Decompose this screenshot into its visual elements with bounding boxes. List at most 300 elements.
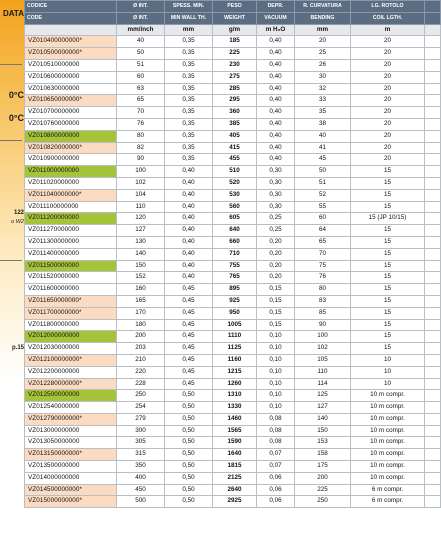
cell-wall: 0,35	[165, 107, 213, 119]
cell-code: VZ013000000000	[25, 425, 117, 437]
cell-bending: 45	[295, 154, 351, 166]
cell-vacuum: 0,15	[257, 307, 295, 319]
cell-wall: 0,45	[165, 307, 213, 319]
cell-bending: 65	[295, 236, 351, 248]
cell-wall: 0,45	[165, 343, 213, 355]
table-row	[25, 319, 441, 331]
cell-weight: 405	[213, 130, 257, 142]
cell-blank	[425, 496, 441, 508]
cell-vacuum: 0,08	[257, 425, 295, 437]
cell-coil: 15	[351, 319, 425, 331]
cell-vacuum: 0,40	[257, 95, 295, 107]
cell-weight: 1215	[213, 366, 257, 378]
cell-int: 165	[117, 295, 165, 307]
cell-code: VZ012500000000	[25, 390, 117, 402]
cell-blank	[425, 307, 441, 319]
table-row	[25, 177, 441, 189]
cell-wall: 0,50	[165, 413, 213, 425]
cell-blank	[425, 154, 441, 166]
cell-blank	[425, 284, 441, 296]
cell-blank	[425, 71, 441, 83]
cell-weight: 510	[213, 166, 257, 178]
cell-wall: 0,45	[165, 284, 213, 296]
cell-weight: 1005	[213, 319, 257, 331]
cell-bending: 80	[295, 284, 351, 296]
cell-wall: 0,35	[165, 36, 213, 48]
cell-coil: 20	[351, 71, 425, 83]
cell-vacuum: 0,07	[257, 449, 295, 461]
cell-vacuum: 0,15	[257, 284, 295, 296]
cell-weight: 1260	[213, 378, 257, 390]
table-row	[25, 295, 441, 307]
cell-wall: 0,40	[165, 272, 213, 284]
sidebar-title: DATA	[2, 9, 24, 18]
table-row	[25, 449, 441, 461]
sidebar	[0, 0, 24, 544]
cell-coil: 15	[351, 225, 425, 237]
cell-int: 200	[117, 331, 165, 343]
cell-weight: 530	[213, 189, 257, 201]
cell-code: VZ011400000000	[25, 248, 117, 260]
cell-int: 40	[117, 36, 165, 48]
cell-weight: 950	[213, 307, 257, 319]
table-row	[25, 437, 441, 449]
cell-coil: 10 m compr.	[351, 449, 425, 461]
cell-vacuum: 0,06	[257, 496, 295, 508]
cell-vacuum: 0,40	[257, 71, 295, 83]
table-row	[25, 71, 441, 83]
table-row	[25, 36, 441, 48]
cell-int: 63	[117, 83, 165, 95]
cell-vacuum: 0,40	[257, 118, 295, 130]
cell-int: 350	[117, 461, 165, 473]
cell-wall: 0,50	[165, 449, 213, 461]
cell-vacuum: 0,10	[257, 366, 295, 378]
cell-wall: 0,50	[165, 484, 213, 496]
cell-weight: 765	[213, 272, 257, 284]
cell-wall: 0,40	[165, 177, 213, 189]
cell-int: 60	[117, 71, 165, 83]
cell-code: VZ011800000000	[25, 319, 117, 331]
cell-code: VZ012280000000*	[25, 378, 117, 390]
cell-coil: 15	[351, 166, 425, 178]
cell-int: 160	[117, 284, 165, 296]
cell-blank	[425, 236, 441, 248]
header-code: CODE	[25, 12, 117, 24]
sidebar-ref-a: 122	[13, 210, 24, 216]
table-row	[25, 95, 441, 107]
cell-code: VZ011700000000*	[25, 307, 117, 319]
cell-vacuum: 0,40	[257, 48, 295, 60]
cell-vacuum: 0,20	[257, 260, 295, 272]
cell-bending: 150	[295, 425, 351, 437]
cell-int: 203	[117, 343, 165, 355]
table-row	[25, 331, 441, 343]
cell-bending: 30	[295, 71, 351, 83]
cell-vacuum: 0,06	[257, 484, 295, 496]
cell-weight: 560	[213, 201, 257, 213]
cell-weight: 2125	[213, 472, 257, 484]
table-row	[25, 366, 441, 378]
cell-coil: 10 m compr.	[351, 461, 425, 473]
cell-coil: 10	[351, 354, 425, 366]
cell-blank	[425, 36, 441, 48]
cell-bending: 90	[295, 319, 351, 331]
cell-vacuum: 0,40	[257, 107, 295, 119]
cell-coil: 10	[351, 366, 425, 378]
cell-wall: 0,45	[165, 354, 213, 366]
table-row	[25, 83, 441, 95]
table-row	[25, 472, 441, 484]
cell-int: 250	[117, 390, 165, 402]
cell-bending: 33	[295, 95, 351, 107]
cell-wall: 0,50	[165, 437, 213, 449]
cell-coil: 10 m compr.	[351, 390, 425, 402]
header-code: CODICE	[25, 1, 117, 13]
cell-code: VZ012030000000	[25, 343, 117, 355]
cell-vacuum: 0,40	[257, 59, 295, 71]
cell-int: 51	[117, 59, 165, 71]
cell-code: VZ010650000000*	[25, 95, 117, 107]
cell-wall: 0,35	[165, 118, 213, 130]
cell-int: 140	[117, 248, 165, 260]
cell-vacuum: 0,10	[257, 343, 295, 355]
header-coil: LG. ROTOLO	[351, 1, 425, 13]
cell-wall: 0,50	[165, 402, 213, 414]
cell-code: VZ013500000000	[25, 461, 117, 473]
cell-int: 500	[117, 496, 165, 508]
cell-code: VZ010700000000	[25, 107, 117, 119]
cell-int: 220	[117, 366, 165, 378]
table-row	[25, 166, 441, 178]
cell-code: VZ010760000000	[25, 118, 117, 130]
cell-coil: 20	[351, 118, 425, 130]
cell-blank	[425, 354, 441, 366]
cell-weight: 1640	[213, 449, 257, 461]
header-blank	[425, 12, 441, 24]
cell-int: 254	[117, 402, 165, 414]
header-bending: R. CURVATURA	[295, 1, 351, 13]
cell-int: 130	[117, 236, 165, 248]
table-row	[25, 248, 441, 260]
cell-blank	[425, 319, 441, 331]
cell-vacuum: 0,40	[257, 83, 295, 95]
cell-vacuum: 0,20	[257, 248, 295, 260]
cell-int: 82	[117, 142, 165, 154]
cell-wall: 0,35	[165, 95, 213, 107]
table-row	[25, 390, 441, 402]
cell-coil: 15	[351, 177, 425, 189]
cell-code: VZ012540000000	[25, 402, 117, 414]
cell-bending: 75	[295, 260, 351, 272]
cell-blank	[425, 331, 441, 343]
unit-code	[25, 24, 117, 36]
cell-blank	[425, 390, 441, 402]
header-coil: COIL LGTH.	[351, 12, 425, 24]
cell-weight: 1565	[213, 425, 257, 437]
table-row	[25, 284, 441, 296]
cell-vacuum: 0,30	[257, 166, 295, 178]
cell-blank	[425, 343, 441, 355]
cell-blank	[425, 142, 441, 154]
cell-weight: 605	[213, 213, 257, 225]
sidebar-divider	[0, 140, 22, 141]
cell-weight: 385	[213, 118, 257, 130]
cell-weight: 1310	[213, 390, 257, 402]
table-row	[25, 461, 441, 473]
cell-vacuum: 0,10	[257, 331, 295, 343]
table-row	[25, 225, 441, 237]
table-row	[25, 118, 441, 130]
cell-blank	[425, 83, 441, 95]
unit-blank	[425, 24, 441, 36]
table-row	[25, 425, 441, 437]
cell-code: VZ011300000000	[25, 236, 117, 248]
cell-blank	[425, 425, 441, 437]
cell-vacuum: 0,10	[257, 390, 295, 402]
cell-int: 228	[117, 378, 165, 390]
sidebar-ref-b: o W2	[11, 219, 24, 225]
cell-wall: 0,40	[165, 248, 213, 260]
cell-code: VZ013150000000*	[25, 449, 117, 461]
cell-weight: 1815	[213, 461, 257, 473]
table-row	[25, 343, 441, 355]
cell-coil: 20	[351, 154, 425, 166]
cell-blank	[425, 189, 441, 201]
cell-bending: 26	[295, 59, 351, 71]
table-row	[25, 213, 441, 225]
cell-blank	[425, 472, 441, 484]
cell-blank	[425, 437, 441, 449]
cell-coil: 15	[351, 272, 425, 284]
table-row	[25, 189, 441, 201]
cell-wall: 0,35	[165, 142, 213, 154]
header-bending: BENDING	[295, 12, 351, 24]
cell-int: 400	[117, 472, 165, 484]
cell-wall: 0,35	[165, 59, 213, 71]
cell-int: 450	[117, 484, 165, 496]
cell-blank	[425, 449, 441, 461]
cell-bending: 40	[295, 130, 351, 142]
product-table	[24, 0, 441, 508]
cell-bending: 100	[295, 331, 351, 343]
cell-code: VZ011040000000*	[25, 189, 117, 201]
cell-weight: 455	[213, 154, 257, 166]
sidebar-divider	[0, 260, 22, 261]
cell-blank	[425, 272, 441, 284]
cell-weight: 285	[213, 83, 257, 95]
cell-vacuum: 0,15	[257, 319, 295, 331]
cell-bending: 125	[295, 390, 351, 402]
cell-weight: 925	[213, 295, 257, 307]
cell-coil: 20	[351, 107, 425, 119]
cell-wall: 0,35	[165, 154, 213, 166]
cell-int: 104	[117, 189, 165, 201]
cell-coil: 10 m compr.	[351, 425, 425, 437]
cell-weight: 1110	[213, 331, 257, 343]
cell-code: VZ014000000000	[25, 472, 117, 484]
cell-coil: 15	[351, 331, 425, 343]
cell-wall: 0,45	[165, 319, 213, 331]
cell-vacuum: 0,20	[257, 272, 295, 284]
cell-bending: 25	[295, 48, 351, 60]
cell-code: VZ010820000000*	[25, 142, 117, 154]
cell-int: 210	[117, 354, 165, 366]
cell-coil: 20	[351, 130, 425, 142]
cell-code: VZ010900000000	[25, 154, 117, 166]
cell-bending: 102	[295, 343, 351, 355]
cell-weight: 755	[213, 260, 257, 272]
cell-code: VZ011600000000	[25, 284, 117, 296]
unit-bending: mm	[295, 24, 351, 36]
cell-coil: 20	[351, 83, 425, 95]
header-row	[25, 12, 441, 24]
cell-coil: 15	[351, 343, 425, 355]
cell-code: VZ011000000000	[25, 166, 117, 178]
cell-weight: 1460	[213, 413, 257, 425]
cell-vacuum: 0,15	[257, 295, 295, 307]
cell-vacuum: 0,08	[257, 413, 295, 425]
table-row	[25, 484, 441, 496]
cell-vacuum: 0,10	[257, 354, 295, 366]
cell-wall: 0,45	[165, 331, 213, 343]
cell-int: 50	[117, 48, 165, 60]
cell-weight: 640	[213, 225, 257, 237]
table-row	[25, 48, 441, 60]
cell-coil: 10 m compr.	[351, 413, 425, 425]
cell-code: VZ011500000000	[25, 260, 117, 272]
cell-vacuum: 0,25	[257, 225, 295, 237]
table-row	[25, 260, 441, 272]
table-row	[25, 378, 441, 390]
cell-bending: 83	[295, 295, 351, 307]
cell-coil: 10	[351, 378, 425, 390]
unit-weight: g/m	[213, 24, 257, 36]
cell-bending: 158	[295, 449, 351, 461]
cell-wall: 0,50	[165, 472, 213, 484]
cell-bending: 41	[295, 142, 351, 154]
cell-weight: 360	[213, 107, 257, 119]
table-row	[25, 307, 441, 319]
cell-int: 70	[117, 107, 165, 119]
cell-wall: 0,40	[165, 225, 213, 237]
header-wall: MIN WALL TH.	[165, 12, 213, 24]
cell-coil: 20	[351, 142, 425, 154]
cell-vacuum: 0,07	[257, 461, 295, 473]
cell-bending: 70	[295, 248, 351, 260]
cell-bending: 76	[295, 272, 351, 284]
cell-coil: 15	[351, 307, 425, 319]
cell-int: 305	[117, 437, 165, 449]
cell-vacuum: 0,10	[257, 378, 295, 390]
cell-wall: 0,35	[165, 83, 213, 95]
cell-bending: 175	[295, 461, 351, 473]
table-row	[25, 107, 441, 119]
unit-vacuum: m H₂O	[257, 24, 295, 36]
cell-vacuum: 0,40	[257, 154, 295, 166]
cell-int: 300	[117, 425, 165, 437]
cell-blank	[425, 378, 441, 390]
cell-coil: 10 m compr.	[351, 437, 425, 449]
cell-code: VZ010800000000	[25, 130, 117, 142]
cell-blank	[425, 461, 441, 473]
cell-vacuum: 0,20	[257, 236, 295, 248]
cell-bending: 200	[295, 472, 351, 484]
cell-wall: 0,35	[165, 71, 213, 83]
cell-weight: 520	[213, 177, 257, 189]
cell-int: 315	[117, 449, 165, 461]
cell-wall: 0,40	[165, 236, 213, 248]
cell-weight: 415	[213, 142, 257, 154]
cell-int: 76	[117, 118, 165, 130]
cell-coil: 20	[351, 48, 425, 60]
cell-blank	[425, 484, 441, 496]
cell-blank	[425, 201, 441, 213]
cell-blank	[425, 166, 441, 178]
header-row	[25, 1, 441, 13]
cell-blank	[425, 59, 441, 71]
cell-blank	[425, 260, 441, 272]
cell-coil: 15	[351, 189, 425, 201]
header-vacuum: DEPR.	[257, 1, 295, 13]
cell-code: VZ011200000000	[25, 213, 117, 225]
cell-vacuum: 0,30	[257, 201, 295, 213]
table-row	[25, 413, 441, 425]
cell-coil: 15	[351, 295, 425, 307]
cell-weight: 710	[213, 248, 257, 260]
table-row	[25, 272, 441, 284]
cell-weight: 295	[213, 95, 257, 107]
cell-wall: 0,40	[165, 166, 213, 178]
cell-coil: 15 (JP 10/15)	[351, 213, 425, 225]
cell-wall: 0,50	[165, 496, 213, 508]
unit-wall: mm	[165, 24, 213, 36]
header-int: Ø INT.	[117, 12, 165, 24]
cell-code: VZ010600000000	[25, 71, 117, 83]
cell-code: VZ013050000000	[25, 437, 117, 449]
cell-blank	[425, 295, 441, 307]
cell-blank	[425, 248, 441, 260]
cell-wall: 0,45	[165, 366, 213, 378]
cell-code: VZ012100000000*	[25, 354, 117, 366]
cell-bending: 140	[295, 413, 351, 425]
cell-weight: 2925	[213, 496, 257, 508]
cell-weight: 185	[213, 36, 257, 48]
cell-weight: 1590	[213, 437, 257, 449]
cell-bending: 85	[295, 307, 351, 319]
cell-wall: 0,35	[165, 130, 213, 142]
cell-int: 170	[117, 307, 165, 319]
cell-int: 80	[117, 130, 165, 142]
cell-vacuum: 0,40	[257, 130, 295, 142]
cell-weight: 895	[213, 284, 257, 296]
cell-blank	[425, 213, 441, 225]
cell-bending: 153	[295, 437, 351, 449]
cell-code: VZ012790000000*	[25, 413, 117, 425]
cell-weight: 1125	[213, 343, 257, 355]
cell-coil: 20	[351, 59, 425, 71]
cell-wall: 0,50	[165, 461, 213, 473]
unit-coil: m	[351, 24, 425, 36]
cell-code: VZ010510000000	[25, 59, 117, 71]
cell-int: 150	[117, 260, 165, 272]
table-row	[25, 154, 441, 166]
unit-int: mm/inch	[117, 24, 165, 36]
header-weight: PESO	[213, 1, 257, 13]
cell-coil: 6 m compr.	[351, 496, 425, 508]
cell-weight: 2640	[213, 484, 257, 496]
cell-coil: 20	[351, 95, 425, 107]
